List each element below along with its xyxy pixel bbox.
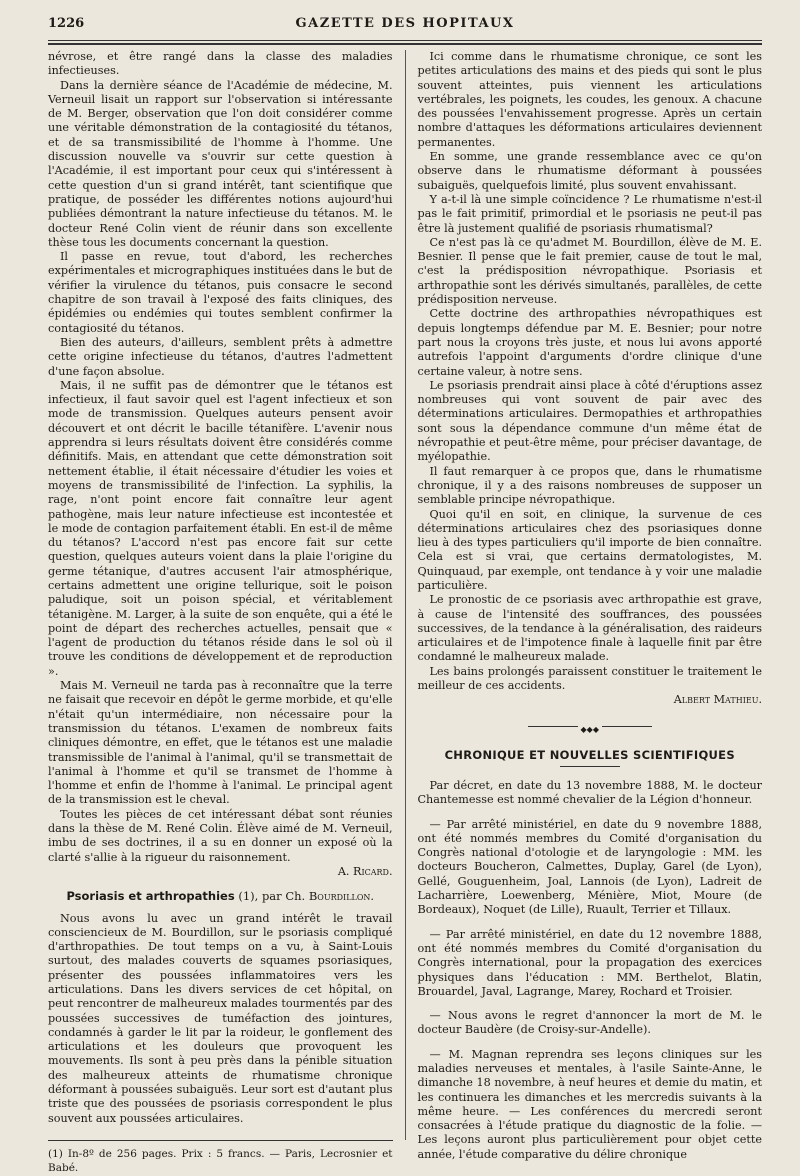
ornament-divider bbox=[418, 722, 763, 734]
journal-title: GAZETTE DES HOPITAUX bbox=[295, 16, 515, 31]
paragraph: Il faut remarquer à ce propos que, dans le rhumatisme chronique, il y a des raisons nombreuses de supposer un semblable principe névropathique. bbox=[417, 464, 763, 507]
review-note: (1), par Ch. bbox=[234, 889, 309, 904]
page-number: 1226 bbox=[48, 16, 85, 31]
paragraph: Ici comme dans le rhumatisme chronique, ce sont les petites articulations des mains et des pieds qui sont le plus souvent atteintes, puis viennent les articulations vertébrales, les poignets, les coudes, les genoux. A chacune des poussées l'envahissement progresse. Après un certain nombre d'attaques les déformations articulaires deviennent permanentes. bbox=[417, 50, 763, 149]
news-item: Par décret, en date du 13 novembre 1888, M. le docteur Chantemesse est nommé chevalier de la Légion d'honneur. bbox=[417, 778, 763, 807]
section-heading: CHRONIQUE ET NOUVELLES SCIENTIFIQUES bbox=[444, 747, 735, 762]
signature: Albert Mathieu. bbox=[673, 693, 763, 707]
paragraph: Nous avons lu avec un grand intérêt le travail consciencieux de M. Bourdillon, sur le psoriasis compliqué d'arthropathies. De tout temps on a vu, à Saint-Louis surtout, des malades couverts de squames psoriasiques, présenter des poussées inflammatoires vers les articulations. Dans les divers services de cet hôpital, on peut rencontrer de malheureux malades tourmentés par des poussées successives de tuméfaction des jointures, condamnés à garder le lit par la roideur, le gonflement des articulations et les douleurs que provoquent les mouvements. Ils sont à peu près dans la pénible situation des malheureux atteints de rhumatisme chronique déformant à poussées subaiguës. Leur sort est d'autant plus triste que des poussées de psoriasis correspondent le plus souvent aux poussées articulaires. bbox=[48, 911, 393, 1125]
review-title bbox=[48, 889, 393, 903]
paragraph: Le pronostic de ce psoriasis avec arthropathie est grave, à cause de l'intensité des souffrances, des poussées successives, de la tendance à la généralisation, des raideurs articulaires et de l'impotence finale à laquelle finit par être condamné le malheureux malade. bbox=[417, 593, 763, 664]
review-author: Bourdillon. bbox=[308, 889, 375, 904]
heading-rule bbox=[560, 766, 620, 767]
paragraph: Bien des auteurs, d'ailleurs, semblent prêts à admettre cette origine infectieuse du tétanos, d'autres l'admettent d'une façon absolue. bbox=[48, 335, 393, 378]
header-rule-thick bbox=[48, 43, 762, 45]
news-item: — Par arrêté ministériel, en date du 12 novembre 1888, ont été nommés membres du Comité d'organisation du Congrès international, pour la propagation des exercices physiques dans l'éducation : MM. Berthelot, Blatin, Brouardel, Javal, Lagrange, Marey, Rochard et Troisier. bbox=[417, 927, 763, 998]
column-divider bbox=[405, 50, 406, 1140]
paragraph: Ce n'est pas là ce qu'admet M. Bourdillon, élève de M. E. Besnier. Il pense que le fait premier, cause de tout le mal, c'est la prédisposition névropathique. Psoriasis et arthropathie sont les dérivés simultanés, parallèles, de cette prédisposition nerveuse. bbox=[417, 235, 763, 307]
news-list bbox=[418, 779, 763, 1162]
footnote: (1) In-8º de 256 pages. Prix : 5 francs. — Paris, Lecrosnier et Babé. bbox=[48, 1147, 393, 1175]
news-item: — M. Magnan reprendra ses leçons cliniques sur les maladies nerveuses et mentales, à l'asile Sainte-Anne, le dimanche 18 novembre, à neuf heures et demie du matin, et les continuera les dimanches et les mercredis suivants à la même heure. — Les conférences du mercredi seront consacrées à l'étude pratique du diagnostic de la folie. — Les leçons auront plus particulièrement pour objet cette année, l'étude comparative du délire chronique bbox=[417, 1047, 763, 1161]
paragraph: Y a-t-il là une simple coïncidence ? Le rhumatisme n'est-il pas le fait primitif, primordial et le psoriasis ne peut-il pas être là justement qualifié de psoriasis rhumatismal? bbox=[417, 192, 763, 235]
text-columns bbox=[48, 50, 763, 1175]
paragraph: Mais M. Verneuil ne tarda pas à reconnaître que la terre ne faisait que recevoir en dépôt le germe morbide, et qu'elle n'était qu'un intermédiaire, non nécessaire pour la transmission du tétanos. L'examen de nombreux faits cliniques démontre, en effet, que le tétanos est une maladie transmissible de l'animal à l'animal, qu'il se transmettait de l'animal à l'homme et qu'il se transmet de l'homme à l'homme et enfin de l'homme à l'animal. Le principal agent de la transmission est le cheval. bbox=[48, 679, 393, 807]
left-column bbox=[48, 50, 393, 1175]
header-rule bbox=[48, 40, 762, 41]
paragraph: névrose, et être rangé dans la classe des maladies infectieuses. bbox=[48, 50, 393, 78]
news-item: — Par arrêté ministériel, en date du 9 novembre 1888, ont été nommés membres du Comité d'organisation du Congrès national d'otologie et de laryngologie : MM. les docteurs Boucheron, Calmettes, Duplay, Garel (de Lyon), Gellé, Gouguenheim, Joal, Lannois (de Lyon), Ladreit de Lacharrière, Loewenberg, Ménière, Miot, Moure (de Bordeaux), Noquet (de Lille), Ruault, Terrier et Tillaux. bbox=[417, 817, 763, 917]
right-column bbox=[417, 50, 763, 1161]
paragraph: Quoi qu'il en soit, en clinique, la survenue de ces déterminations articulaires chez des psoriasiques donne lieu à des types particuliers qu'il importe de bien connaître. Cela est si vrai, que certains dermatologistes, M. Quinquaud, par exemple, ont tendance à y voir une maladie particulière. bbox=[417, 507, 763, 592]
paragraph: Dans la dernière séance de l'Académie de médecine, M. Verneuil lisait un rapport sur l'observation si intéressante de M. Berger, observation que l'on doit considérer comme une véritable démonstration de la contagiosité du tétanos, et de sa transmissibilité de l'homme à l'homme. Une discussion nouvelle va s'ouvrir sur cette question à l'Académie, il est important pour ceux qui s'intéressent à cette question d'un si grand intérêt, tant scientifique que pratique, de posséder les différentes notions aujourd'hui publiées démontrant la nature infectieuse du tétanos. M. le docteur René Colin vient de réunir dans son excellente thèse tous les documents concernant la question. bbox=[48, 78, 393, 249]
signature: A. Ricard. bbox=[337, 864, 393, 878]
news-item: — Nous avons le regret d'annoncer la mort de M. le docteur Baudère (de Croisy-sur-Andelle). bbox=[417, 1009, 763, 1037]
review-title-text: Psoriasis et arthropathies bbox=[66, 889, 235, 904]
page-header bbox=[48, 12, 762, 36]
paragraph: Mais, il ne suffit pas de démontrer que le tétanos est infectieux, il faut savoir quel est l'agent infectieux et son mode de transmission. Quelques auteurs pensent avoir découvert et ont décrit le bacille tétanifère. L'avenir nous apprendra si leurs résultats doivent être considérés comme définitifs. Mais, en attendant que cette démonstration soit nettement établie, il était nécessaire d'étudier les voies et moyens de transmissibilité de l'infection. La syphilis, la rage, n'ont point encore fait connaître leur agent pathogène, mais leur nature infectieuse est incontestée et le mode de contagion parfaitement établi. En est-il de même du tétanos? L'accord n'est pas encore fait sur cette question, quelques auteurs voient dans la plaie l'origine du germe tétanique, d'autres accusent l'air atmosphérique, certains admettent une origine tellurique, soit le poison paludique, soit un poison spécial, et véritablement tétanigène. M. Larger, à la suite de son enquête, qui a été le point de départ des recherches actuelles, pensait que « l'agent de production du tétanos réside dans le sol où il trouve les conditions de développement et de reproduction ». bbox=[48, 378, 393, 678]
paragraph: Cette doctrine des arthropathies névropathiques est depuis longtemps défendue par M. E. Besnier; pour notre part nous la croyons très juste, et nous lui avons apporté autrefois l'appoint d'arguments d'ordre clinique d'une certaine valeur, à notre sens. bbox=[417, 307, 763, 378]
paragraph: Toutes les pièces de cet intéressant débat sont réunies dans la thèse de M. René Colin. Élève aimé de M. Verneuil, imbu de ses doctrines, il a su en donner un exposé où la clarté s'allie à la rigueur du raisonnement. bbox=[48, 807, 393, 864]
ornament-icon: ◆◆◆ bbox=[578, 725, 602, 734]
paragraph: Il passe en revue, tout d'abord, les recherches expérimentales et micrographiques instituées dans le but de vérifier la virulence du tétanos, puis consacre le second chapitre de son travail à l'exposé des faits cliniques, des épidémies ou endémies qui toutes semblent confirmer la contagiosité du tétanos. bbox=[48, 250, 393, 335]
paragraph: Les bains prolongés paraissent constituer le traitement le meilleur de ces accidents. bbox=[417, 664, 763, 693]
paragraph: Le psoriasis prendrait ainsi place à côté d'éruptions assez nombreuses qui vont souvent de pair avec des déterminations articulaires. Dermopathies et arthropathies sont sous la dépendance commune d'un même état de névropathie et peut-être même, pour préciser davantage, de myélopathie. bbox=[417, 378, 763, 464]
paragraph: En somme, une grande ressemblance avec ce qu'on observe dans le rhumatisme déformant à poussées subaiguës, quelquefois limité, plus souvent envahissant. bbox=[417, 150, 763, 192]
footnote-rule bbox=[48, 1140, 393, 1141]
